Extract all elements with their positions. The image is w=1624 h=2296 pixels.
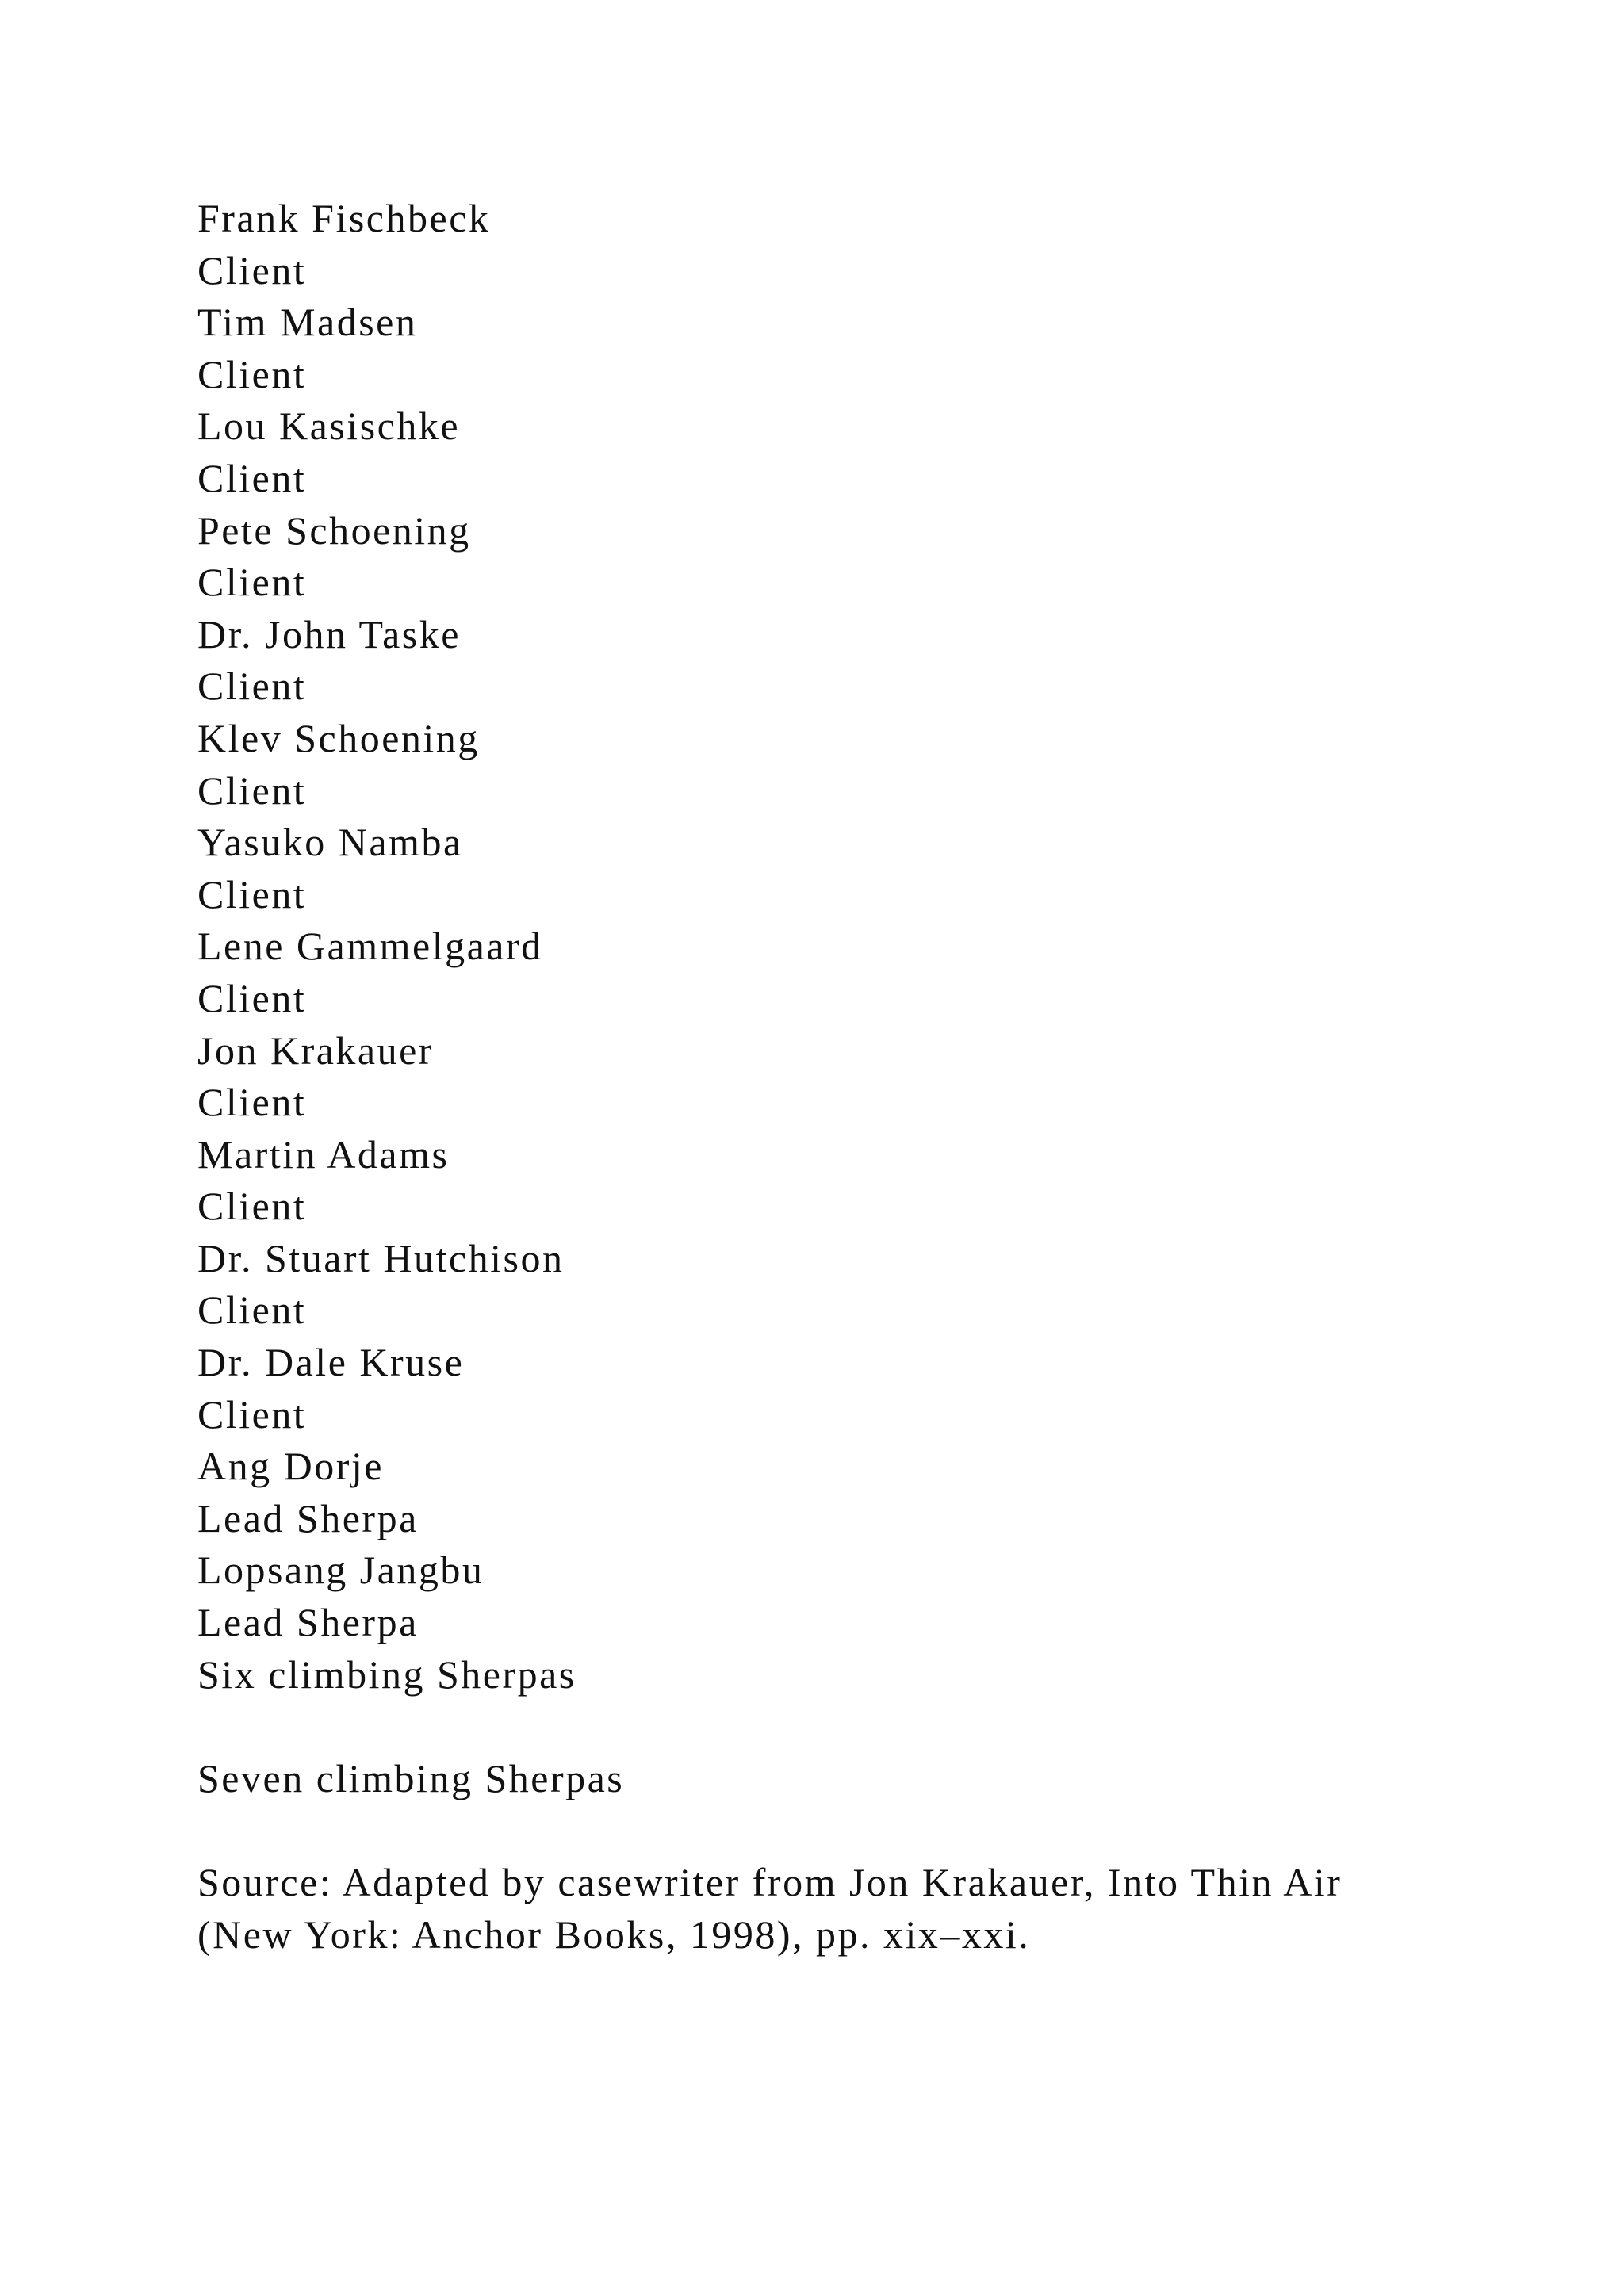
roster-line: Client bbox=[197, 767, 307, 813]
source-citation bbox=[197, 1857, 1482, 1961]
roster-line: Client bbox=[197, 1391, 307, 1437]
roster-line: Client bbox=[197, 1288, 307, 1333]
roster-line: Client bbox=[197, 975, 307, 1020]
blank-line bbox=[197, 1701, 1482, 1753]
roster-line: Client bbox=[197, 664, 307, 709]
roster-line: Dr. Dale Kruse bbox=[197, 1340, 465, 1385]
roster-line: Ang Dorje bbox=[197, 1444, 384, 1489]
roster-line: Client bbox=[197, 247, 307, 293]
roster-line: Dr. Stuart Hutchison bbox=[197, 1235, 565, 1280]
roster-line: Client bbox=[197, 1184, 307, 1229]
roster-line: Client bbox=[197, 351, 307, 396]
roster-line: Dr. John Taske bbox=[197, 611, 461, 656]
roster-line: Frank Fischbeck bbox=[197, 196, 491, 240]
roster-line: Yasuko Namba bbox=[197, 820, 463, 865]
seven-sherpas-line: Seven climbing Sherpas bbox=[197, 1755, 625, 1800]
roster-line: Lopsang Jangbu bbox=[197, 1548, 485, 1593]
document-body bbox=[197, 193, 1482, 1961]
roster-line: Six climbing Sherpas bbox=[197, 1651, 576, 1697]
roster-line: Lou Kasischke bbox=[197, 404, 461, 449]
roster-line: Client bbox=[197, 1080, 307, 1125]
roster-line: Client bbox=[197, 455, 307, 500]
roster-line: Tim Madsen bbox=[197, 300, 418, 345]
source-line: (New York: Anchor Books, 1998), pp. xix–xxi. bbox=[197, 1911, 1031, 1957]
source-line: Source: Adapted by casewriter from Jon Krakauer, Into Thin Air bbox=[197, 1860, 1342, 1904]
roster-line: Klev Schoening bbox=[197, 715, 480, 760]
roster-line: Jon Krakauer bbox=[197, 1027, 434, 1073]
blank-line bbox=[197, 1804, 1482, 1857]
roster-line: Lead Sherpa bbox=[197, 1495, 419, 1540]
roster-line: Martin Adams bbox=[197, 1131, 450, 1177]
roster-line: Pete Schoening bbox=[197, 507, 471, 553]
roster-line: Lead Sherpa bbox=[197, 1600, 419, 1645]
roster-line: Client bbox=[197, 871, 307, 916]
roster-line: Lene Gammelgaard bbox=[197, 924, 543, 969]
roster-line: Client bbox=[197, 560, 307, 605]
